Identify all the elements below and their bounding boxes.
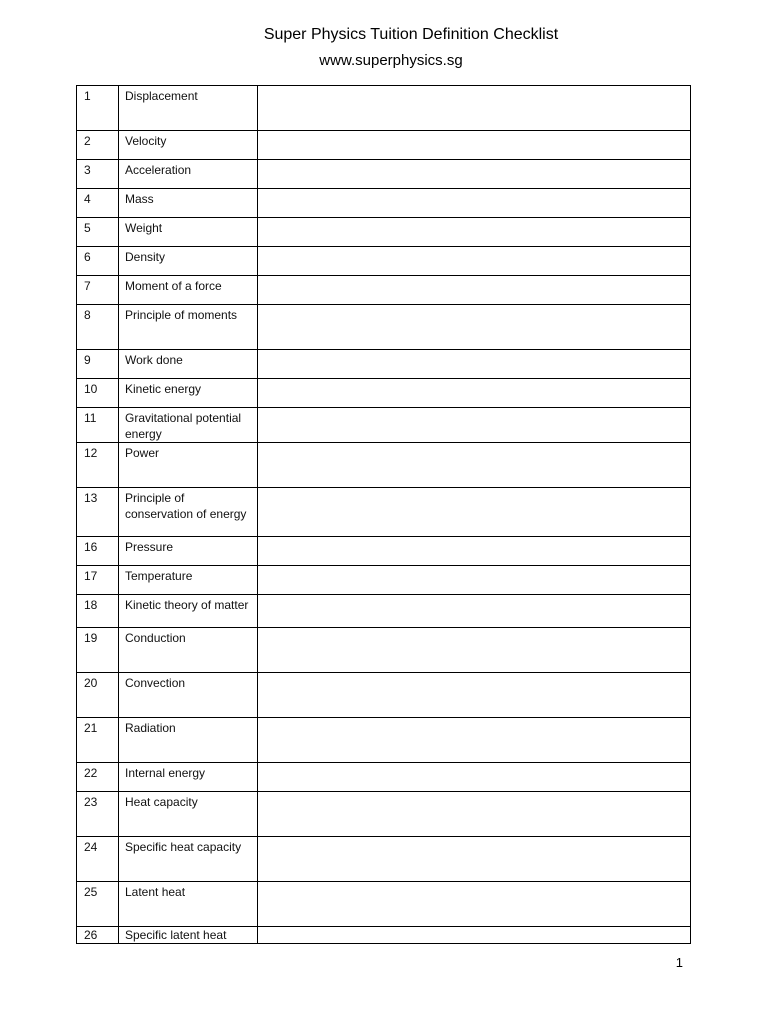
term-label: Principle of moments (119, 305, 258, 350)
definition-cell[interactable] (258, 566, 691, 595)
table-row (77, 882, 691, 927)
table-row (77, 305, 691, 350)
term-label: Temperature (119, 566, 258, 595)
definition-cell[interactable] (258, 276, 691, 305)
definition-cell[interactable] (258, 131, 691, 160)
table-row (77, 566, 691, 595)
term-label: Internal energy (119, 763, 258, 792)
term-label: Pressure (119, 537, 258, 566)
definition-cell[interactable] (258, 488, 691, 537)
row-number: 1 (77, 86, 119, 131)
row-number: 6 (77, 247, 119, 276)
definition-cell[interactable] (258, 350, 691, 379)
row-number: 19 (77, 628, 119, 673)
table-row (77, 379, 691, 408)
term-label: Heat capacity (119, 792, 258, 837)
table-row (77, 443, 691, 488)
definition-cell[interactable] (258, 537, 691, 566)
term-label: Displacement (119, 86, 258, 131)
table-row (77, 160, 691, 189)
table-row (77, 189, 691, 218)
term-label: Kinetic theory of matter (119, 595, 258, 628)
table-row (77, 673, 691, 718)
table-row (77, 792, 691, 837)
table-row (77, 837, 691, 882)
row-number: 16 (77, 537, 119, 566)
definition-cell[interactable] (258, 189, 691, 218)
row-number: 12 (77, 443, 119, 488)
row-number: 25 (77, 882, 119, 927)
row-number: 7 (77, 276, 119, 305)
table-row (77, 488, 691, 537)
term-label: Mass (119, 189, 258, 218)
term-label: Work done (119, 350, 258, 379)
page-number: 1 (675, 955, 683, 970)
table-row (77, 595, 691, 628)
row-number: 24 (77, 837, 119, 882)
table-row (77, 86, 691, 131)
term-label: Power (119, 443, 258, 488)
table-row (77, 247, 691, 276)
table-row (77, 718, 691, 763)
row-number: 20 (77, 673, 119, 718)
website-url: www.superphysics.sg (319, 52, 463, 69)
term-label: Specific heat capacity (119, 837, 258, 882)
definition-cell[interactable] (258, 673, 691, 718)
term-label: Latent heat (119, 882, 258, 927)
term-label: Specific latent heat (119, 927, 258, 944)
row-number: 4 (77, 189, 119, 218)
definition-cell[interactable] (258, 160, 691, 189)
term-label: Moment of a force (119, 276, 258, 305)
definition-cell[interactable] (258, 408, 691, 443)
table-row (77, 131, 691, 160)
table-row (77, 927, 691, 944)
definition-cell[interactable] (258, 792, 691, 837)
row-number: 11 (77, 408, 119, 443)
term-label: Convection (119, 673, 258, 718)
term-label: Weight (119, 218, 258, 247)
term-label: Conduction (119, 628, 258, 673)
row-number: 17 (77, 566, 119, 595)
definition-cell[interactable] (258, 837, 691, 882)
term-label: Acceleration (119, 160, 258, 189)
definition-checklist-table (76, 85, 691, 944)
term-label: Density (119, 247, 258, 276)
row-number: 26 (77, 927, 119, 944)
row-number: 5 (77, 218, 119, 247)
row-number: 3 (77, 160, 119, 189)
row-number: 10 (77, 379, 119, 408)
definition-cell[interactable] (258, 595, 691, 628)
definition-cell[interactable] (258, 882, 691, 927)
table-row (77, 276, 691, 305)
term-label: Gravitational potential energy (119, 408, 258, 443)
page-title: Super Physics Tuition Definition Checklist (263, 26, 559, 43)
definition-cell[interactable] (258, 443, 691, 488)
table-row (77, 218, 691, 247)
definition-cell[interactable] (258, 718, 691, 763)
row-number: 8 (77, 305, 119, 350)
table-row (77, 763, 691, 792)
term-label: Principle of conservation of energy (119, 488, 258, 537)
definition-cell[interactable] (258, 247, 691, 276)
row-number: 22 (77, 763, 119, 792)
definition-cell[interactable] (258, 763, 691, 792)
definition-cell[interactable] (258, 628, 691, 673)
row-number: 2 (77, 131, 119, 160)
definition-cell[interactable] (258, 218, 691, 247)
row-number: 23 (77, 792, 119, 837)
table-row (77, 408, 691, 443)
table-row (77, 350, 691, 379)
row-number: 9 (77, 350, 119, 379)
definition-cell[interactable] (258, 305, 691, 350)
definition-cell[interactable] (258, 379, 691, 408)
table-row (77, 537, 691, 566)
definition-cell[interactable] (258, 86, 691, 131)
row-number: 18 (77, 595, 119, 628)
row-number: 13 (77, 488, 119, 537)
term-label: Radiation (119, 718, 258, 763)
term-label: Kinetic energy (119, 379, 258, 408)
table-row (77, 628, 691, 673)
term-label: Velocity (119, 131, 258, 160)
definition-cell[interactable] (258, 927, 691, 944)
row-number: 21 (77, 718, 119, 763)
